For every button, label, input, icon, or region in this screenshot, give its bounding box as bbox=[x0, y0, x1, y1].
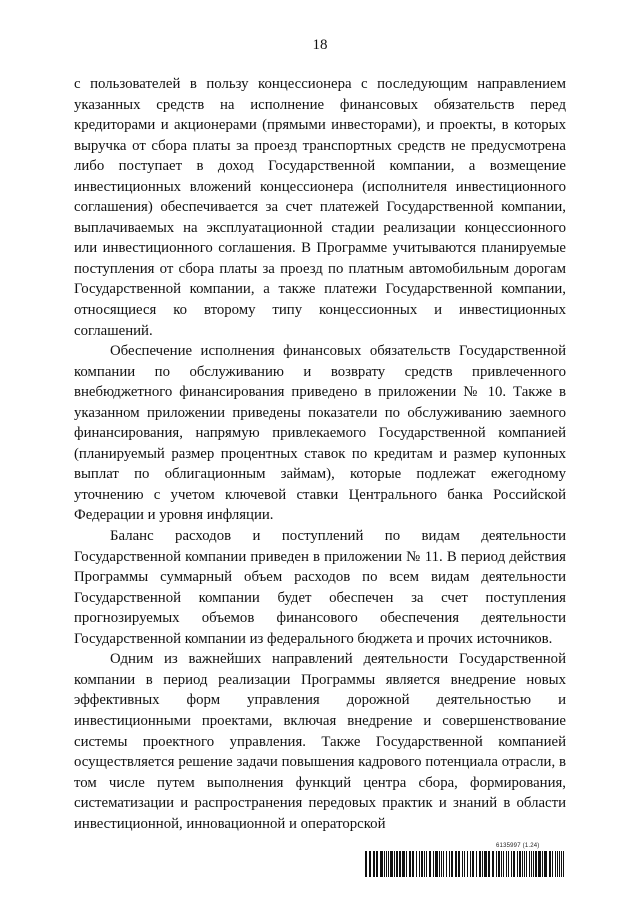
document-body bbox=[74, 74, 566, 834]
barcode-image bbox=[365, 851, 565, 877]
page-number: 18 bbox=[312, 37, 328, 53]
paragraph-financial-obligations: Обеспечение исполнения финансовых обязательств Государственной компании по обслуживанию и возврату средств привлеченного внебюджетного финансирования приведено в приложении № 10. Также в указанном приложении приведены показатели по обслуживанию заемного финансирования, напрямую привлекаемого Государственной компанией (планируемый размер процентных ставок по кредитам и размер купонных выплат по облигационным займам), которые подлежат ежегодному уточнению с учетом ключевой ставки Центрального банка Российской Федерации и уровня инфляции. bbox=[74, 343, 566, 524]
paragraph-balance: Баланс расходов и поступлений по видам деятельности Государственной компании приведен в приложении № 11. В период действия Программы суммарный объем расходов по всем видам деятельности Государственной компании будет обеспечен за счет поступления прогнозируемых объемов финансового обеспечения деятельности Государственной компании из федерального бюджета и прочих источников. bbox=[74, 528, 566, 647]
paragraph-concession-types: с пользователей в пользу концессионера с последующим направлением указанных средств на исполнение финансовых обязательств перед кредиторами и акционерами (прямыми инвесторами), и проекты, в которых выручка от сбора платы за проезд транспортных средств не предусмотрена либо поступает в доход Государственной компании, а возмещение инвестиционных вложений концессионера (исполнителя инвестиционного соглашения) обеспечивается за счет платежей Государственной компании, выплачиваемых на эксплуатационной стадии реализации концессионного или инвестиционного соглашения. В Программе учитываются планируемые поступления от сбора платы за проезд по платным автомобильным дорогам Государственной компании, а также платежи Государственной компании, относящиеся ко второму типу концессионных и инвестиционных соглашений. bbox=[74, 76, 566, 339]
barcode-number: 6135997 (1.24) bbox=[496, 843, 540, 849]
paragraph-management-forms: Одним из важнейших направлений деятельности Государственной компании в период реализации Программы является внедрение новых эффективных форм управления дорожной деятельностью и инвестиционными проектами, включая внедрение и совершенствование системы проектного управления. Также Государственной компанией осуществляется решение задачи повышения кадрового потенциала отрасли, в том числе путем выполнения функций центра сбора, формирования, систематизации и распространения передовых практик и знаний в области инвестиционной, инновационной и операторской bbox=[74, 651, 566, 832]
